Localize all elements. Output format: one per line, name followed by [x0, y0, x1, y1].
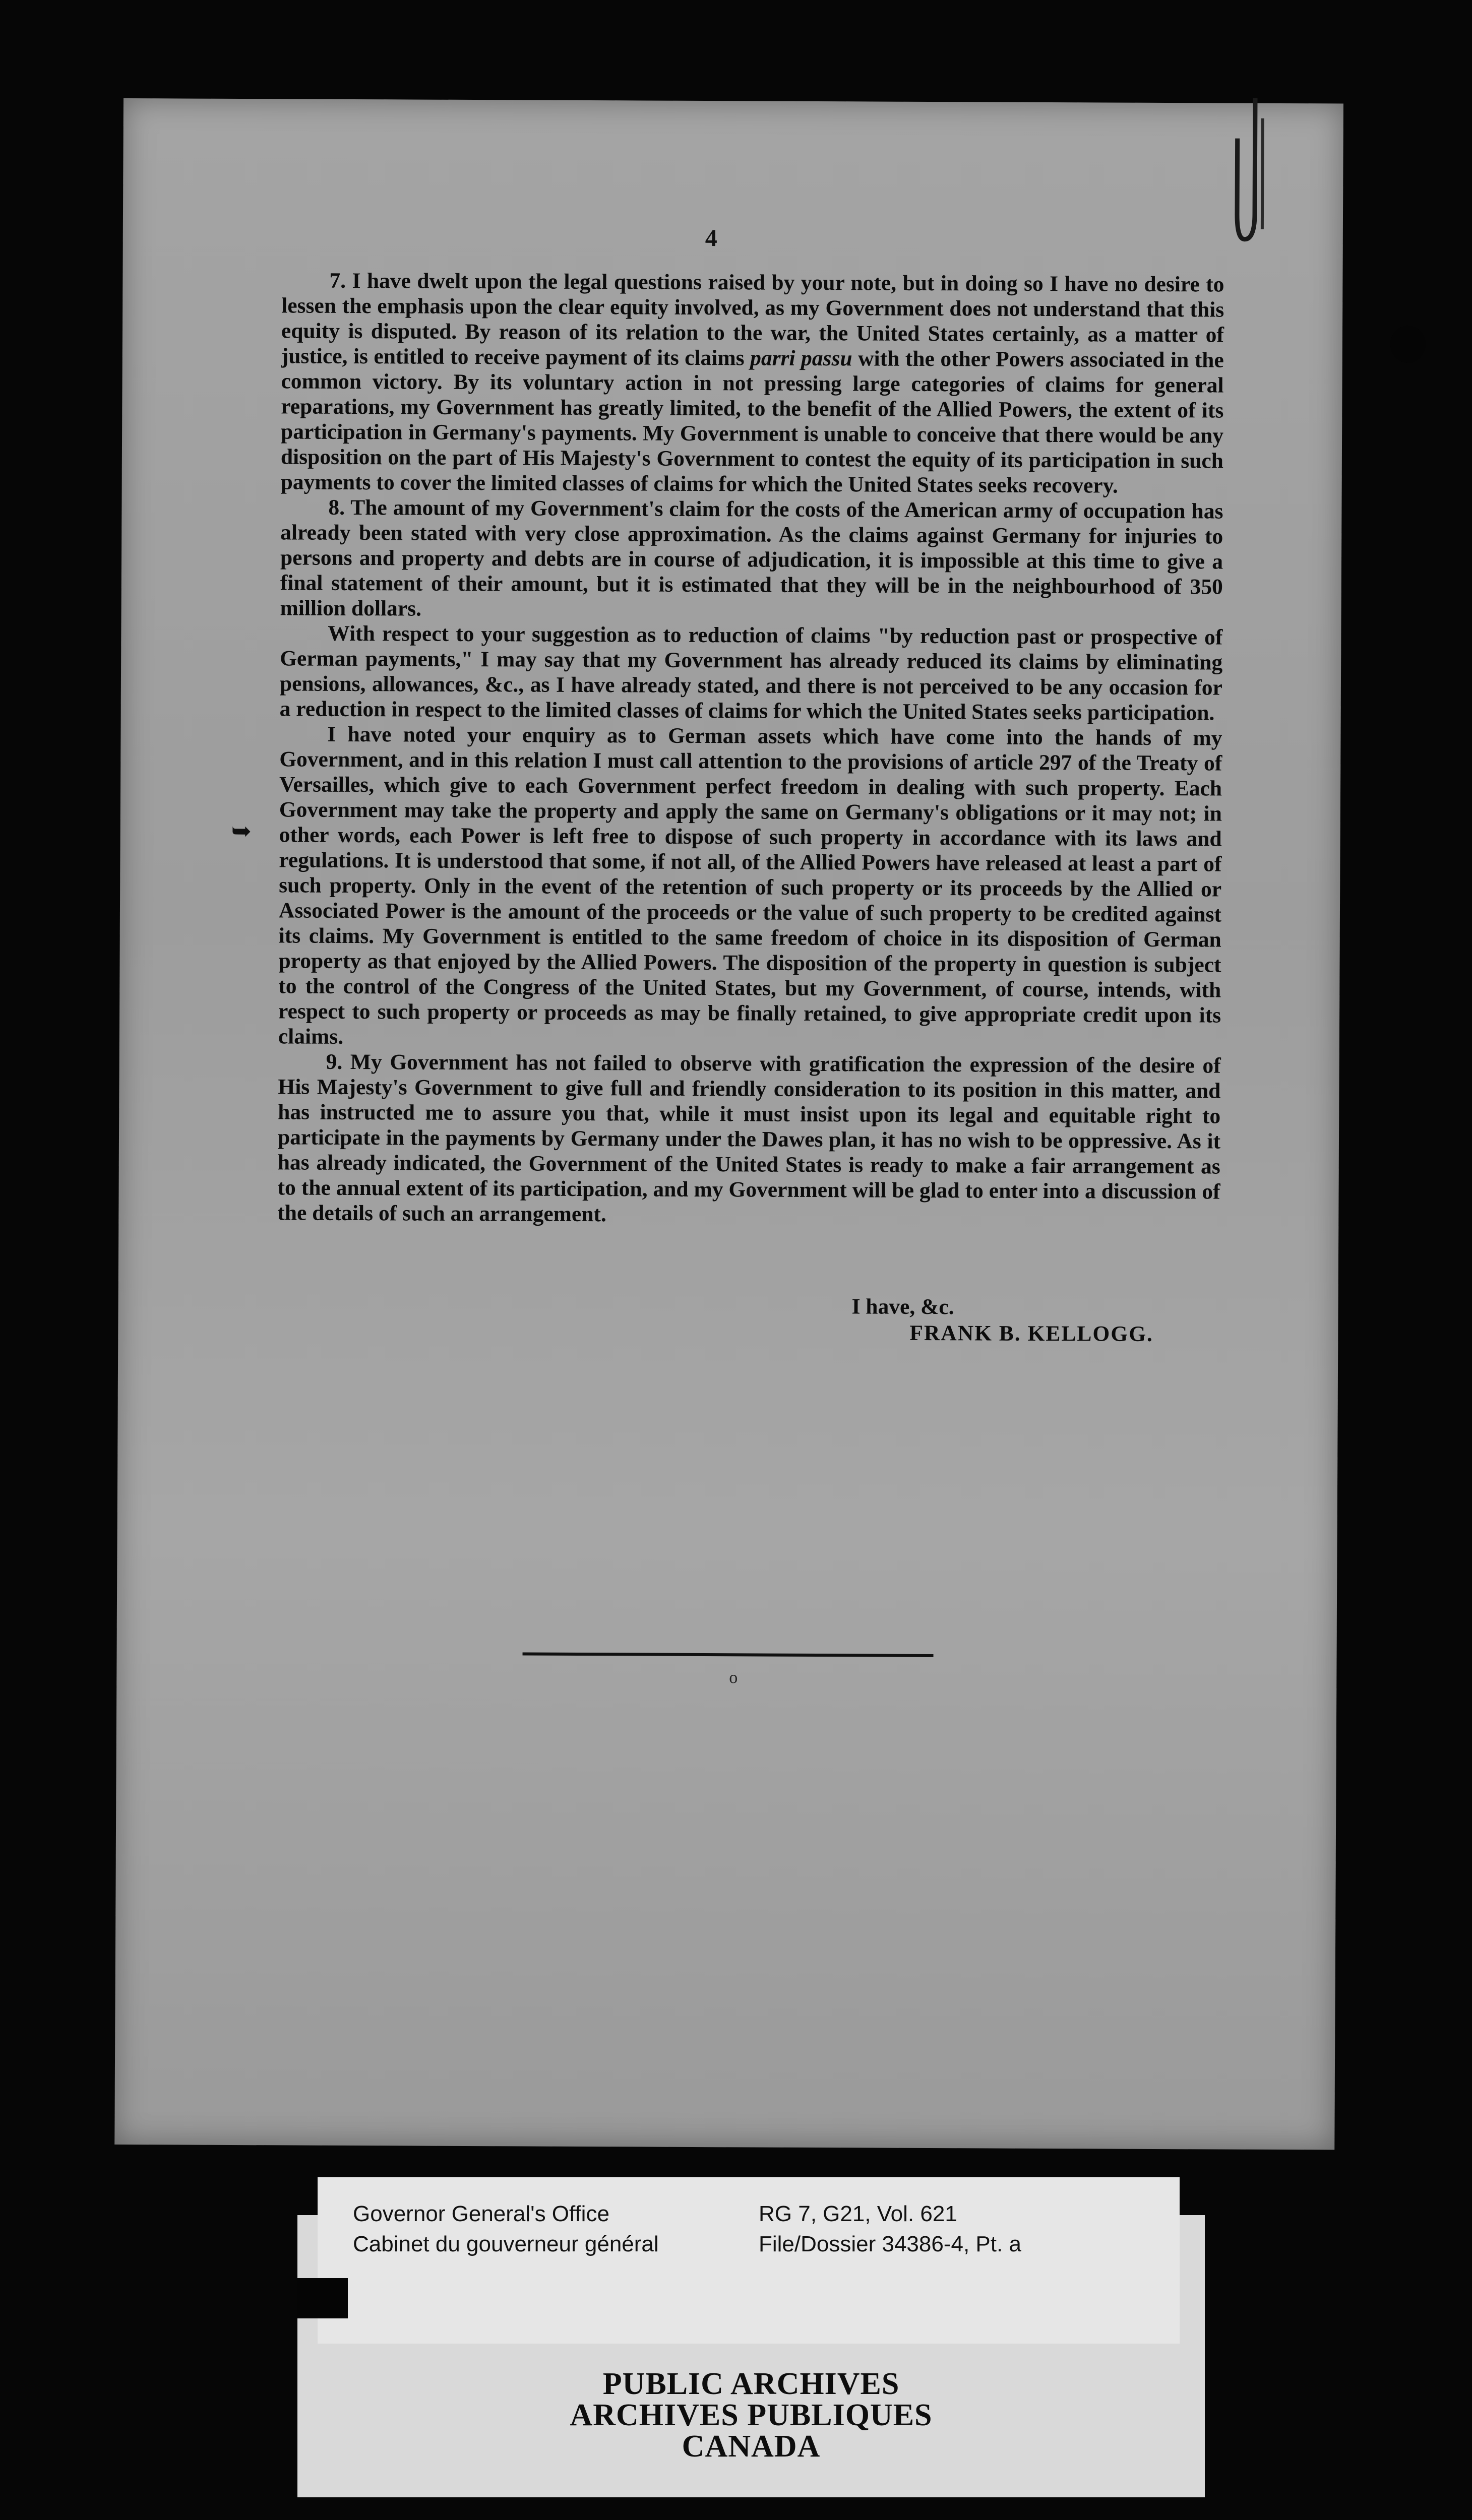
letter-body: [277, 268, 1224, 1229]
archive-stamp-country: CANADA: [682, 2429, 821, 2464]
paragraph-reduction: With respect to your suggestion as to reduction of claims "by reduction past or prospective of German payments," I may say that my Government has already reduced its claims by eliminating pensions, allowances, &c., as I have already stated, and there is not perceived to be any occasion for a reduction in respect to the limited classes of claims for which the United States seeks participation.: [279, 621, 1223, 725]
signature: FRANK B. KELLOGG.: [909, 1320, 1153, 1346]
closing-salutation: I have, &c.: [851, 1294, 954, 1319]
archive-stamp-fr: ARCHIVES PUBLIQUES: [570, 2398, 933, 2432]
archive-reference: RG 7, G21, Vol. 621: [759, 2201, 957, 2226]
archive-office-fr: Cabinet du gouverneur général: [353, 2232, 659, 2256]
paragraph-7: [281, 268, 1224, 498]
closing-block: [118, 1290, 1338, 1346]
footer-mark: o: [729, 1668, 738, 1687]
archive-office-en: Governor General's Office: [353, 2201, 609, 2226]
label-notch: [297, 2278, 348, 2318]
margin-mark: ➥: [231, 817, 252, 845]
paragraph-assets: I have noted your enquiry as to German assets which have come into the hands of my Government, and in this relation I must call attention to the provisions of article 297 of the Treaty of Versailles, which give to each Government perfect freedom in dealing with such property. Each Government may take the property and apply the same on Germany's obligations or it may not; in other words, each Power is left free to dispose of such property in accordance with its laws and regulations. It is understood that some, if not all, of the Allied Powers have released at least a part of such property. Only in the event of the retention of such property or its proceeds by the Allied or Associated Power is the amount of the proceeds or the value of such property to be credited against its claims. My Government is entitled to the same freedom of choice in its disposition of German property as that enjoyed by the Allied Powers. The disposition of the property in question is subject to the control of the Congress of the United States, but my Government, of course, intends, with respect to such property or proceeds as may be finally retained, to give appropriate credit upon its claims.: [278, 722, 1222, 1049]
punch-hole: [1390, 326, 1426, 363]
paper-clip-icon: [1235, 98, 1275, 255]
paragraph-7-rest: with the other Powers associated in the common victory. By its voluntary action in not pressing large categories of claims for general reparations, my Government has greatly limited, to the benefit of the Allied Powers, the extent of its participation in Germany's payments. My Government is unable to conceive that there would be any disposition on the part of His Majesty's Government to contest the equity of its participation in such payments to cover the limited classes of claims for which the United States seeks recovery.: [280, 346, 1224, 498]
paragraph-7-lead: 7. I have dwelt upon the legal questions raised by your note, but in doing so I have no desire to lessen the emphasis upon the clear equity involved, as my Government does not understand that this equity is disputed. By reason of its relation to the war, the United States certainly, as a matter of justice, is entitled to receive payment of its claims: [281, 268, 1224, 370]
archive-stamp-en: PUBLIC ARCHIVES: [602, 2367, 900, 2401]
paragraph-9: 9. My Government has not failed to observe with gratification the expression of the desire of His Majesty's Government to give full and friendly consideration to its position in this matter, and has instructed me to assure you that, while it must insist upon its legal and equitable right to participate in the payments by Germany under the Dawes plan, it has no wish to be oppressive. As it has already indicated, the Government of the United States is ready to make a fair arrangement as to the annual extent of its participation, and my Government will be glad to enter into a discussion of the details of such an arrangement.: [277, 1049, 1221, 1227]
italic-phrase: parri passu: [750, 346, 852, 371]
archive-file-number: File/Dossier 34386-4, Pt. a: [759, 2232, 1021, 2256]
document-page: [114, 98, 1343, 2150]
divider-rule: [523, 1652, 934, 1657]
paragraph-8: 8. The amount of my Government's claim for the costs of the American army of occupation has already been stated with very close approximation. As the claims against Germany for injuries to persons and property and debts are in course of adjudication, it is impossible at this time to give a final statement of their amount, but it is estimated that they will be in the neighbourhood of 350 million dollars.: [280, 495, 1223, 621]
page-number: 4: [705, 225, 717, 252]
